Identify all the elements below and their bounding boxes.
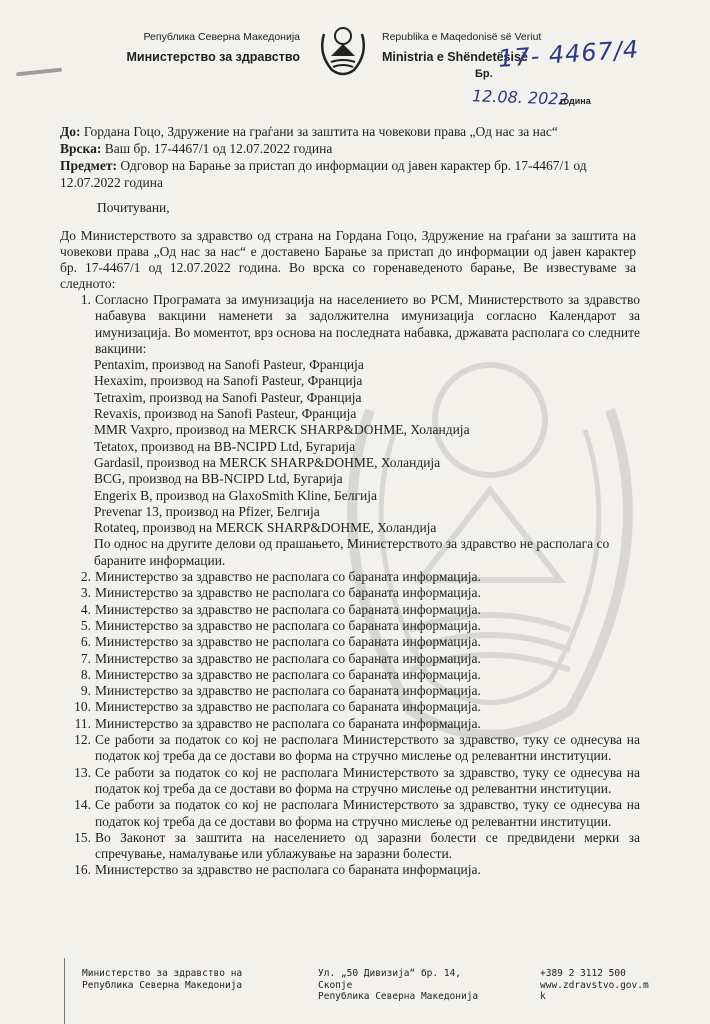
vaccine-item: Revaxis, производ на Sanofi Pasteur, Франција <box>94 406 357 422</box>
footer-text: Република Северна Македонија <box>318 991 479 1002</box>
footer-text: Министерство за здравство на <box>82 968 243 979</box>
item-number: 13. <box>74 764 91 780</box>
vaccine-item: MMR Vaxpro, производ на MERCK SHARP&DOHME, Холандија <box>94 422 470 438</box>
item-number: 7. <box>80 650 91 666</box>
item-text: Министерство за здравство не располага со бараната информација. <box>95 715 481 731</box>
reference-number-label: Бр. <box>475 68 493 80</box>
item-number: 14. <box>74 797 91 813</box>
item-text: Во Законот за заштита на населението од заразни болести се предвидени мерки за спречување, намалување или ублажување на заразни болести. <box>95 829 640 862</box>
vaccine-item: Engerix B, производ на GlaxoSmith Kline, Белгија <box>94 487 377 503</box>
vaccine-item: Gardasil, производ на MERCK SHARP&DOHME, Холандија <box>94 454 441 470</box>
subject-line <box>60 157 640 191</box>
list-item <box>60 292 640 357</box>
intro-paragraph: До Министерството за здравство од страна на Гордана Гоцо, Здружение на граѓани за заштита на човекови права „Од нас за нас“ е доставено Барање за пристап до информации од јавен карактер бр. 17-4467/1 од 12.07.2022 година. Во врска со горенаведеното барање, Ве известуваме за следното: <box>60 228 636 291</box>
footer-phone: +389 2 3112 500 <box>540 968 626 979</box>
list-item <box>60 862 640 878</box>
item-text: Се работи за податок со кој не располага Министерството за здравство, туку се однесува на податок кој треба да се достави во форма на стручно мислење од релевантни институции. <box>95 764 640 796</box>
item-text: Министерство за здравство не располага со бараната информација. <box>95 601 481 617</box>
list-item <box>60 716 640 732</box>
date-suffix: година <box>560 96 591 106</box>
item-number: 9. <box>80 683 91 699</box>
footer-website: www.zdravstvo.gov.m <box>540 979 649 991</box>
recipient-label: До: <box>60 124 81 139</box>
vaccine-item: Pentaxim, производ на Sanofi Pasteur, Франција <box>94 357 364 373</box>
footer-text: Скопје <box>318 979 353 991</box>
item-text: Министерство за здравство не располага со бараната информација. <box>95 699 481 715</box>
item-number: 15. <box>74 829 91 845</box>
header-republic-mk: Република Северна Македонија <box>143 31 300 43</box>
reference-value: Ваш бр. 17-4467/1 од 12.07.2022 година <box>104 141 333 156</box>
list-item <box>60 618 640 634</box>
item-text: Министерство за здравство не располага со бараната информација. <box>95 617 481 633</box>
recipient-line <box>60 123 640 140</box>
vaccine-item: BCG, производ на BB-NCIPD Ltd, Бугарија <box>94 471 343 487</box>
vaccine-item: Rotateq, производ на MERCK SHARP&DOHME, Холандија <box>94 520 437 536</box>
list-item <box>60 651 640 667</box>
footer-text: Република Северна Македонија <box>82 979 243 991</box>
item-number: 3. <box>80 585 91 601</box>
header-left <box>40 30 300 66</box>
item-number: 6. <box>80 634 91 650</box>
list-item <box>60 699 640 715</box>
footer-website-cont: k <box>540 991 546 1002</box>
item-number: 8. <box>80 666 91 682</box>
item-text: Министерство за здравство не располага со бараната информација. <box>95 585 481 601</box>
coat-of-arms-icon <box>314 22 372 80</box>
subject-value: Одговор на Барање за пристап до информации од јавен карактер бр. 17-4467/1 од 12.07.2022 година <box>60 158 587 190</box>
reference-line <box>60 140 640 157</box>
vaccine-list <box>94 357 640 536</box>
item-number: 2. <box>80 569 91 585</box>
reference-label: Врска: <box>60 141 102 156</box>
list-item <box>60 830 640 863</box>
header-republic-al: Republika e Maqedonisë së Veriut <box>382 31 542 43</box>
footer-organization <box>82 968 282 991</box>
item-number: 12. <box>74 732 91 748</box>
vaccine-item: Hexaxim, производ на Sanofi Pasteur, Франција <box>94 373 363 389</box>
date-handwritten: 12.08. 2022 <box>471 86 570 109</box>
reference-number-handwritten: 17- 4467/4 <box>497 35 641 73</box>
item-text: Министерство за здравство не располага со бараната информација. <box>95 634 481 650</box>
header-ministry-al: Ministria e Shëndetësisë <box>382 50 528 64</box>
item-text: Согласно Програмата за имунизација на населението во РСМ, Министерството за здравство набавува вакцини наменети за задолжителна имунизација согласно Календарот за имунизација. Во моментот, врз основа на последната набавка, државата располага со следните вакцини: <box>95 292 640 356</box>
scan-mark <box>16 68 62 77</box>
list-item <box>60 667 640 683</box>
list-item <box>60 765 640 798</box>
item-text: Министерство за здравство не располага со бараната информација. <box>95 666 481 682</box>
item1-extra-text: По однос на другите делови од прашањето, Министерството за здравство не располага со бараните информации. <box>94 536 610 568</box>
list-item <box>60 602 640 618</box>
list-item <box>60 634 640 650</box>
item-number: 1. <box>80 292 91 307</box>
list-item <box>60 585 640 601</box>
item-text: Се работи за податок со кој не располага Министерството за здравство, туку се однесува на податок кој треба да се достави во форма на стручно мислење од релевантни институции. <box>95 732 640 764</box>
vaccine-item: Tetatox, производ на BB-NCIPD Ltd, Бугарија <box>94 438 356 454</box>
item-text: Се работи за податок со кој не располага Министерството за здравство, туку се однесува на податок кој треба да се достави во форма на стручно мислење од релевантни институции. <box>95 797 640 829</box>
item-text: Министерство за здравство не располага со бараната информација. <box>95 650 481 666</box>
recipient-value: Гордана Гоцо, Здружение на граѓани за заштита на човекови права „Од нас за нас“ <box>83 124 558 139</box>
vaccine-item: Prevenar 13, производ на Pfizer, Белгија <box>94 503 320 519</box>
item-text: Министерство за здравство не располага со бараната информација. <box>95 683 481 699</box>
footer-text: Ул. „50 Дивизија“ бр. 14, <box>318 968 461 979</box>
item-number: 10. <box>74 699 91 715</box>
greeting: Почитувани, <box>97 200 170 215</box>
item-text: Министерство за здравство не располага со бараната информација. <box>95 862 481 878</box>
list-item <box>60 683 640 699</box>
footer-divider <box>64 958 65 1024</box>
footer-address <box>318 968 488 1003</box>
footer-contact <box>540 968 690 1003</box>
item-number: 4. <box>80 601 91 617</box>
item-number: 5. <box>80 617 91 633</box>
list-item <box>60 569 640 585</box>
item-number: 11. <box>74 715 91 731</box>
item-text: Министерство за здравство не располага со бараната информација. <box>95 569 481 585</box>
answers-list <box>60 292 640 879</box>
letter-meta <box>60 123 640 191</box>
subject-label: Предмет: <box>60 158 117 173</box>
vaccine-item: Tetraxim, производ на Sanofi Pasteur, Франција <box>94 389 362 405</box>
header-ministry-mk: Министерство за здравство <box>126 50 300 64</box>
item-number: 16. <box>74 862 91 878</box>
list-item <box>60 797 640 830</box>
list-item <box>60 732 640 765</box>
